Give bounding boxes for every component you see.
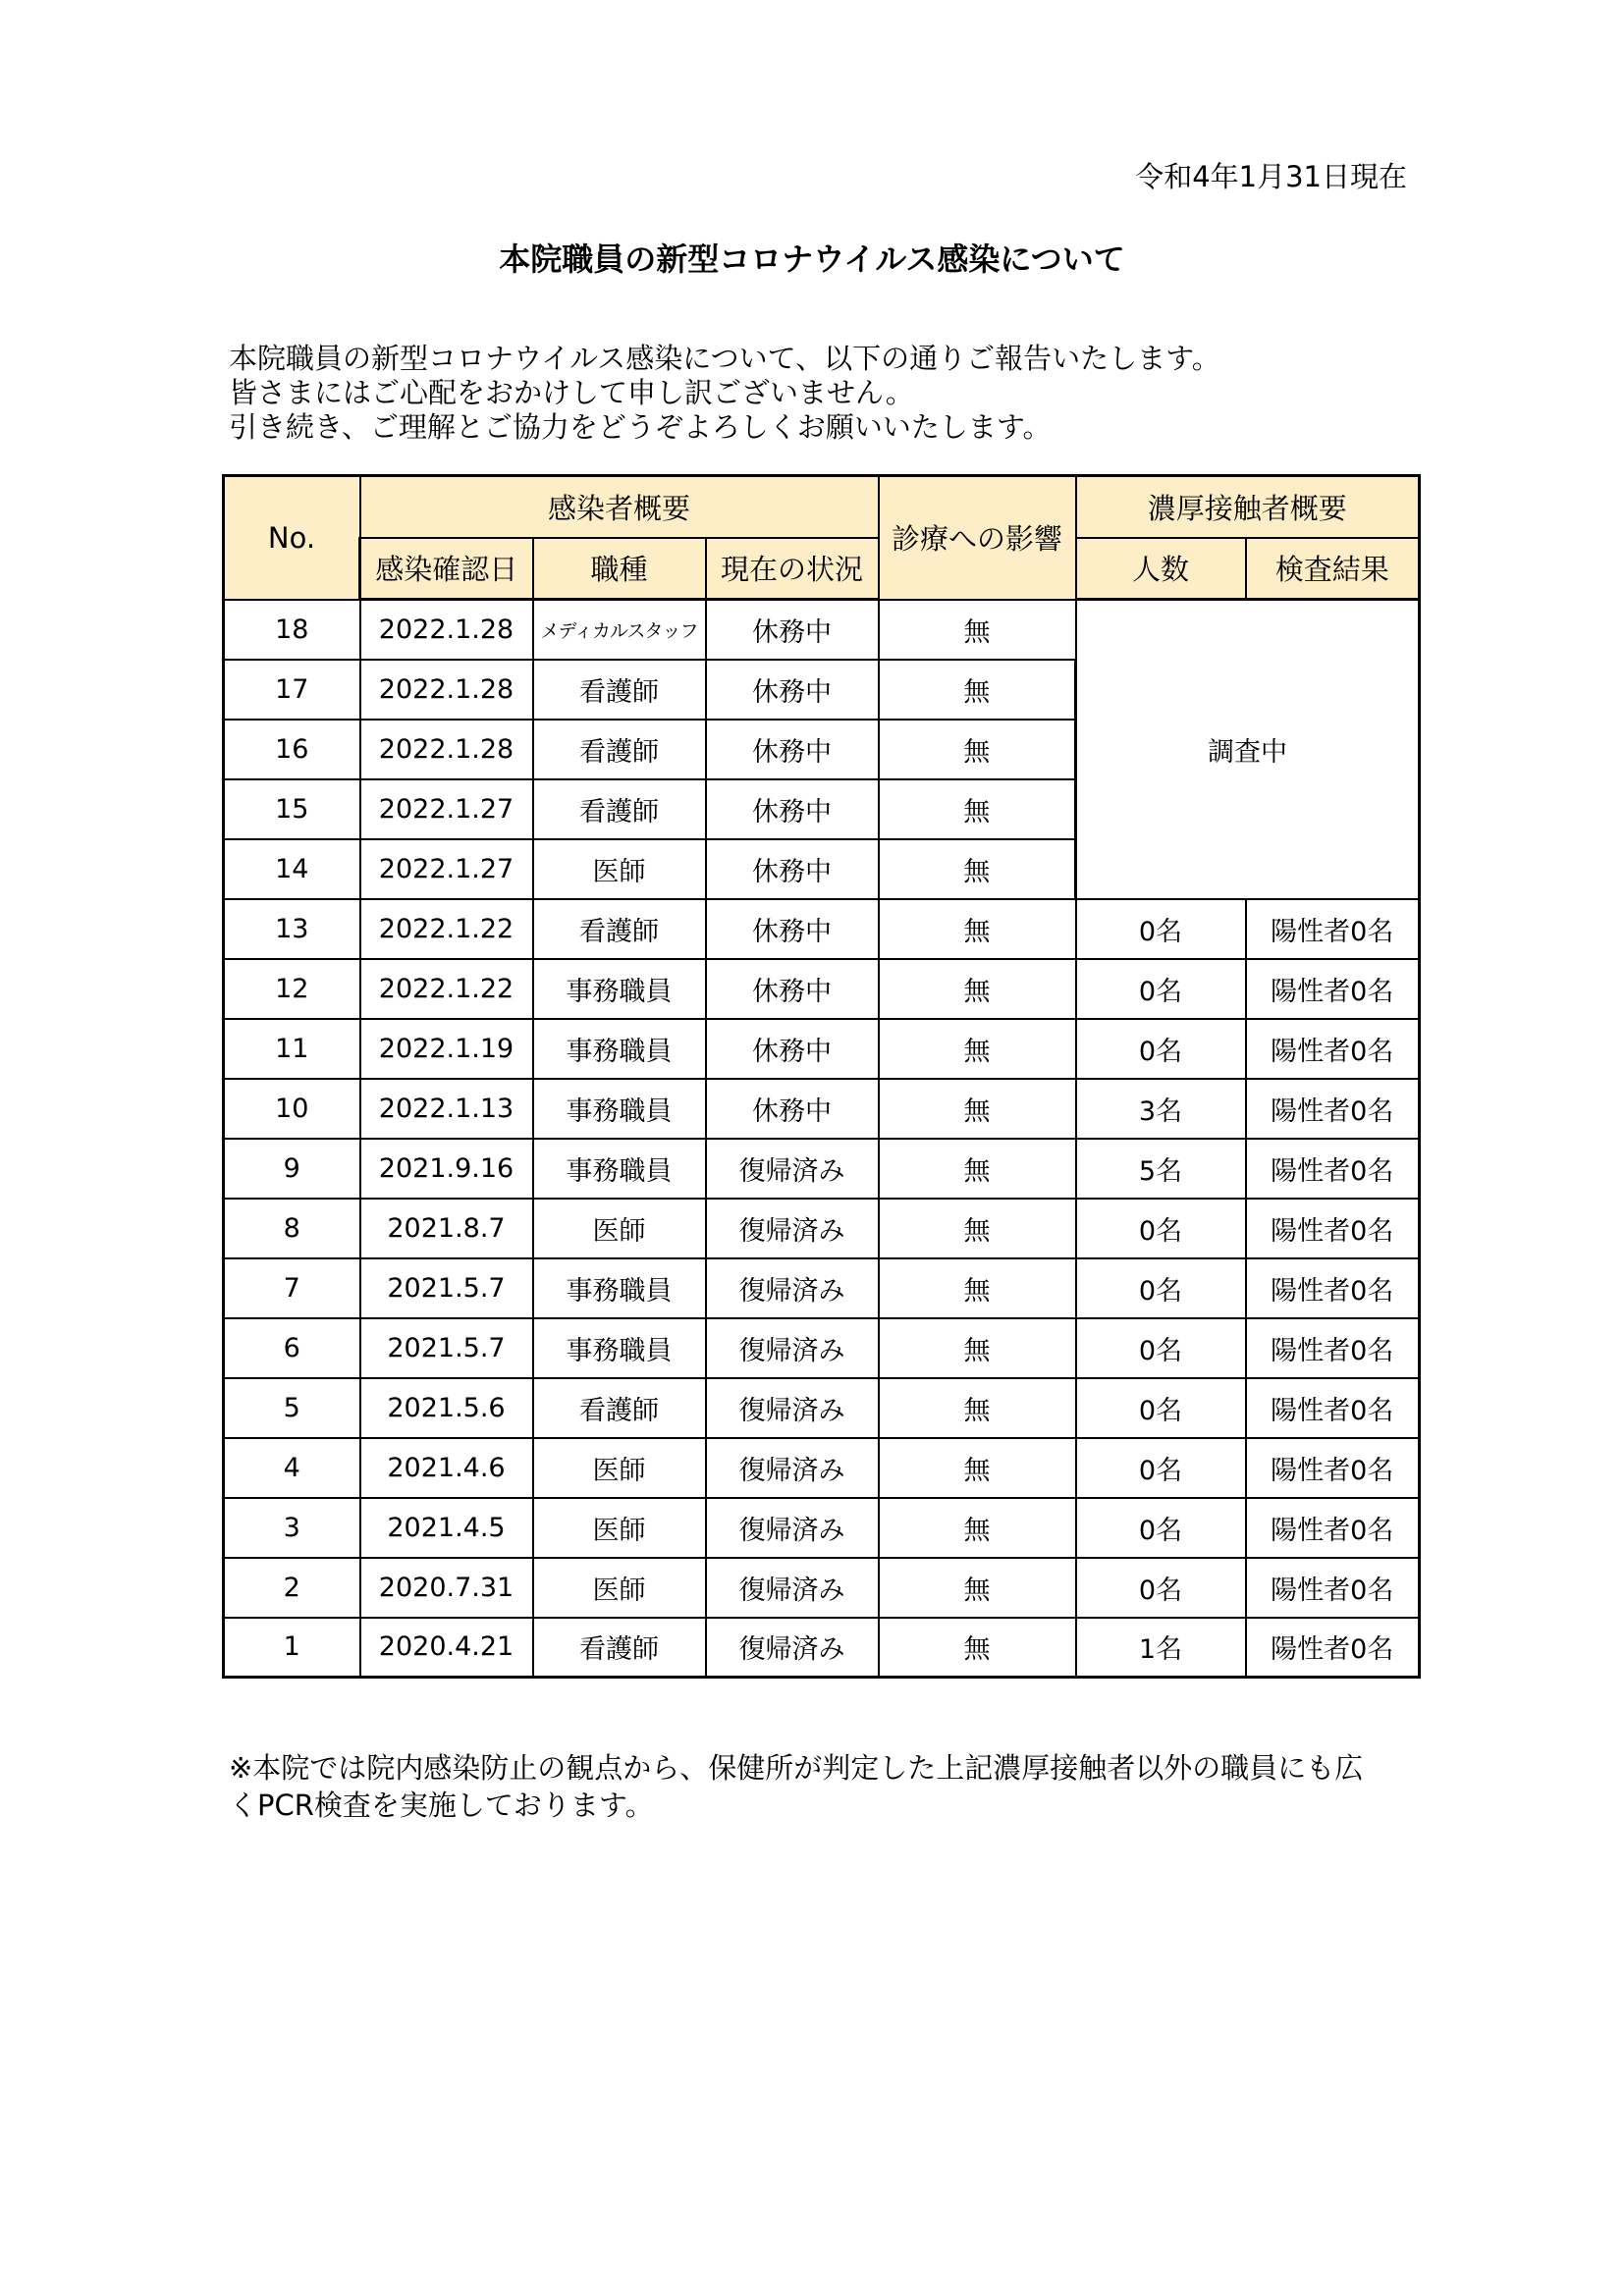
cell-status: 復帰済み — [706, 1318, 879, 1378]
cell-no: 6 — [224, 1318, 360, 1378]
cell-investigating: 調査中 — [1076, 600, 1420, 899]
cell-date: 2022.1.27 — [360, 779, 533, 839]
cell-impact: 無 — [879, 1558, 1076, 1618]
cell-count: 0名 — [1076, 959, 1246, 1019]
header-status: 現在の状況 — [706, 538, 879, 600]
cell-date: 2021.5.7 — [360, 1318, 533, 1378]
cell-result: 陽性者0名 — [1246, 1199, 1420, 1258]
cell-job: 看護師 — [533, 899, 706, 959]
table-row — [224, 600, 1420, 660]
cell-job: 事務職員 — [533, 1079, 706, 1139]
cell-count: 0名 — [1076, 1378, 1246, 1438]
page-title: 本院職員の新型コロナウイルス感染について — [499, 240, 1125, 278]
cell-date: 2021.5.7 — [360, 1258, 533, 1318]
cell-impact: 無 — [879, 899, 1076, 959]
cell-job: 医師 — [533, 839, 706, 899]
cell-job: 看護師 — [533, 1618, 706, 1678]
cell-result: 陽性者0名 — [1246, 959, 1420, 1019]
header-no: No. — [224, 476, 360, 600]
cell-count: 5名 — [1076, 1139, 1246, 1199]
cell-status: 復帰済み — [706, 1558, 879, 1618]
cell-impact: 無 — [879, 1258, 1076, 1318]
table-row — [224, 1498, 1420, 1558]
cell-no: 7 — [224, 1258, 360, 1318]
cell-impact: 無 — [879, 600, 1076, 660]
infection-table — [222, 474, 1421, 1679]
cell-job: 医師 — [533, 1199, 706, 1258]
table-row — [224, 899, 1420, 959]
cell-result: 陽性者0名 — [1246, 1438, 1420, 1498]
report-date: 令和4年1月31日現在 — [1135, 160, 1407, 193]
cell-result: 陽性者0名 — [1246, 1378, 1420, 1438]
table-row — [224, 1318, 1420, 1378]
cell-job: 医師 — [533, 1438, 706, 1498]
cell-no: 13 — [224, 899, 360, 959]
table-row — [224, 1558, 1420, 1618]
cell-status: 休務中 — [706, 899, 879, 959]
cell-job: 事務職員 — [533, 1019, 706, 1079]
cell-status: 休務中 — [706, 660, 879, 720]
cell-count: 0名 — [1076, 1258, 1246, 1318]
cell-status: 復帰済み — [706, 1618, 879, 1678]
cell-count: 0名 — [1076, 1498, 1246, 1558]
cell-status: 休務中 — [706, 959, 879, 1019]
cell-job: 看護師 — [533, 660, 706, 720]
cell-no: 16 — [224, 720, 360, 779]
cell-job: 医師 — [533, 1498, 706, 1558]
table-row — [224, 1139, 1420, 1199]
intro-text — [229, 342, 1220, 445]
footnote-line: くPCR検査を実施しております。 — [229, 1789, 654, 1822]
cell-job: 看護師 — [533, 1378, 706, 1438]
cell-result: 陽性者0名 — [1246, 1618, 1420, 1678]
cell-result: 陽性者0名 — [1246, 1079, 1420, 1139]
cell-no: 9 — [224, 1139, 360, 1199]
cell-impact: 無 — [879, 1438, 1076, 1498]
table-row — [224, 1079, 1420, 1139]
intro-line: 皆さまにはご心配をおかけして申し訳ございません。 — [229, 376, 914, 409]
cell-status: 復帰済み — [706, 1199, 879, 1258]
cell-impact: 無 — [879, 720, 1076, 779]
cell-no: 15 — [224, 779, 360, 839]
cell-impact: 無 — [879, 1498, 1076, 1558]
header-result: 検査結果 — [1246, 538, 1420, 600]
cell-impact: 無 — [879, 1079, 1076, 1139]
cell-impact: 無 — [879, 1199, 1076, 1258]
cell-no: 14 — [224, 839, 360, 899]
cell-no: 5 — [224, 1378, 360, 1438]
footnote-line: ※本院では院内感染防止の観点から、保健所が判定した上記濃厚接触者以外の職員にも広 — [229, 1751, 1364, 1785]
cell-date: 2022.1.27 — [360, 839, 533, 899]
cell-impact: 無 — [879, 779, 1076, 839]
cell-date: 2021.5.6 — [360, 1378, 533, 1438]
cell-date: 2020.7.31 — [360, 1558, 533, 1618]
intro-line: 本院職員の新型コロナウイルス感染について、以下の通りご報告いたします。 — [229, 342, 1220, 375]
cell-date: 2022.1.28 — [360, 600, 533, 660]
cell-job: 医師 — [533, 1558, 706, 1618]
cell-job: 事務職員 — [533, 1258, 706, 1318]
table-row — [224, 1618, 1420, 1678]
cell-result: 陽性者0名 — [1246, 1498, 1420, 1558]
cell-job: 看護師 — [533, 720, 706, 779]
cell-job: 看護師 — [533, 779, 706, 839]
cell-count: 0名 — [1076, 1438, 1246, 1498]
cell-result: 陽性者0名 — [1246, 1019, 1420, 1079]
cell-status: 休務中 — [706, 1079, 879, 1139]
cell-impact: 無 — [879, 660, 1076, 720]
cell-date: 2021.4.5 — [360, 1498, 533, 1558]
cell-impact: 無 — [879, 1139, 1076, 1199]
cell-no: 1 — [224, 1618, 360, 1678]
table-row — [224, 1378, 1420, 1438]
header-job: 職種 — [533, 538, 706, 600]
cell-impact: 無 — [879, 1618, 1076, 1678]
cell-status: 休務中 — [706, 779, 879, 839]
cell-no: 17 — [224, 660, 360, 720]
table-row — [224, 1019, 1420, 1079]
cell-date: 2022.1.28 — [360, 720, 533, 779]
footnote — [229, 1749, 1417, 1824]
cell-date: 2022.1.22 — [360, 899, 533, 959]
cell-impact: 無 — [879, 1318, 1076, 1378]
cell-status: 休務中 — [706, 839, 879, 899]
cell-date: 2021.9.16 — [360, 1139, 533, 1199]
cell-impact: 無 — [879, 1378, 1076, 1438]
cell-date: 2021.4.6 — [360, 1438, 533, 1498]
cell-impact: 無 — [879, 959, 1076, 1019]
cell-impact: 無 — [879, 1019, 1076, 1079]
header-impact: 診療への影響 — [879, 476, 1076, 600]
cell-count: 1名 — [1076, 1618, 1246, 1678]
cell-status: 復帰済み — [706, 1498, 879, 1558]
cell-date: 2021.8.7 — [360, 1199, 533, 1258]
cell-job: メディカルスタッフ — [533, 600, 706, 660]
header-contacts-summary: 濃厚接触者概要 — [1076, 476, 1420, 538]
cell-status: 休務中 — [706, 1019, 879, 1079]
cell-count: 0名 — [1076, 899, 1246, 959]
table-row — [224, 1199, 1420, 1258]
cell-result: 陽性者0名 — [1246, 899, 1420, 959]
cell-date: 2022.1.13 — [360, 1079, 533, 1139]
header-infected-summary: 感染者概要 — [360, 476, 879, 538]
cell-no: 3 — [224, 1498, 360, 1558]
cell-status: 休務中 — [706, 600, 879, 660]
cell-impact: 無 — [879, 839, 1076, 899]
cell-status: 休務中 — [706, 720, 879, 779]
cell-result: 陽性者0名 — [1246, 1139, 1420, 1199]
cell-date: 2022.1.22 — [360, 959, 533, 1019]
cell-date: 2022.1.28 — [360, 660, 533, 720]
intro-line: 引き続き、ご理解とご協力をどうぞよろしくお願いいたします。 — [229, 410, 1052, 444]
cell-no: 2 — [224, 1558, 360, 1618]
cell-no: 18 — [224, 600, 360, 660]
cell-count: 0名 — [1076, 1558, 1246, 1618]
cell-no: 8 — [224, 1199, 360, 1258]
cell-result: 陽性者0名 — [1246, 1318, 1420, 1378]
cell-status: 復帰済み — [706, 1378, 879, 1438]
cell-no: 12 — [224, 959, 360, 1019]
cell-count: 0名 — [1076, 1019, 1246, 1079]
header-count: 人数 — [1076, 538, 1246, 600]
cell-status: 復帰済み — [706, 1258, 879, 1318]
header-confirmed-date: 感染確認日 — [360, 538, 533, 600]
table-row — [224, 959, 1420, 1019]
cell-result: 陽性者0名 — [1246, 1258, 1420, 1318]
cell-status: 復帰済み — [706, 1139, 879, 1199]
cell-job: 事務職員 — [533, 959, 706, 1019]
cell-count: 3名 — [1076, 1079, 1246, 1139]
cell-date: 2022.1.19 — [360, 1019, 533, 1079]
cell-status: 復帰済み — [706, 1438, 879, 1498]
cell-count: 0名 — [1076, 1318, 1246, 1378]
cell-job: 事務職員 — [533, 1139, 706, 1199]
cell-no: 4 — [224, 1438, 360, 1498]
cell-no: 10 — [224, 1079, 360, 1139]
cell-no: 11 — [224, 1019, 360, 1079]
cell-result: 陽性者0名 — [1246, 1558, 1420, 1618]
cell-date: 2020.4.21 — [360, 1618, 533, 1678]
cell-job: 事務職員 — [533, 1318, 706, 1378]
cell-count: 0名 — [1076, 1199, 1246, 1258]
table-row — [224, 1438, 1420, 1498]
table-row — [224, 1258, 1420, 1318]
